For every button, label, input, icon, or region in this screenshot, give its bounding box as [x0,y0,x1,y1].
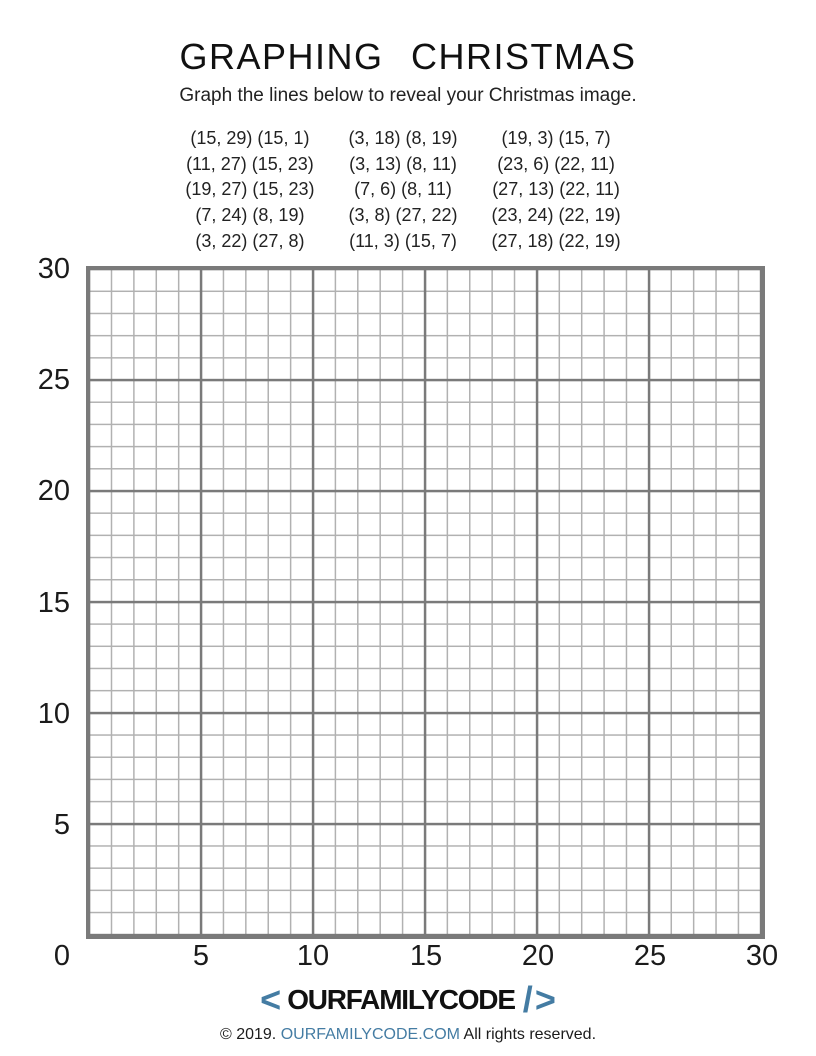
coordinate-grid [86,266,765,939]
x-axis-tick-label: 25 [633,940,667,972]
coordinate-column-1 [185,126,314,255]
open-angle-bracket-icon: < [260,979,282,1020]
website-link[interactable]: OURFAMILYCODE.COM [280,1026,460,1043]
coordinate-line: (15, 29) (15, 1) [190,128,310,148]
origin-tick-label: 0 [53,940,70,972]
slash-icon: / [522,979,533,1020]
coordinate-column-2 [348,126,457,255]
coordinate-line: (3, 13) (8, 11) [349,153,457,174]
coordinate-line: (3, 8) (27, 22) [348,205,458,226]
copyright-year: © 2019. [219,1026,277,1043]
x-axis-tick-label: 30 [745,940,779,972]
coordinate-line: (7, 24) (8, 19) [195,205,305,226]
coordinate-line: (3, 22) (27, 8) [195,230,305,251]
brand-logo [0,980,816,1020]
y-axis-tick-label: 25 [37,364,70,396]
coordinate-list [0,126,811,255]
coordinate-line: (11, 27) (15, 23) [186,153,314,174]
coordinate-line: (19, 27) (15, 23) [185,179,315,200]
x-axis-tick-label: 10 [296,940,330,972]
y-axis-tick-label: 10 [37,698,70,730]
x-axis-tick-label: 5 [192,940,210,972]
coordinate-line: (11, 3) (15, 7) [349,230,457,251]
y-axis-tick-label: 20 [37,475,70,507]
coordinate-line: (19, 3) (15, 7) [501,128,611,148]
y-axis-tick-label: 15 [37,587,70,619]
rights-text: All rights reserved. [463,1026,597,1043]
page-title: GRAPHING CHRISTMAS [179,36,637,77]
coordinate-line: (23, 24) (22, 19) [491,205,621,226]
coordinate-column-3 [492,126,621,255]
coordinate-line: (23, 6) (22, 11) [497,153,615,174]
coordinate-line: (7, 6) (8, 11) [354,179,452,200]
instructions-text: Graph the lines below to reveal your Christmas image. [179,85,637,106]
y-axis-tick-label: 5 [53,809,70,841]
x-axis-tick-label: 20 [521,940,555,972]
y-axis-tick-label: 30 [37,253,70,285]
coordinate-line: (27, 18) (22, 19) [491,230,621,251]
brand-name: OURFAMILYCODE [287,984,515,1015]
coordinate-line: (27, 13) (22, 11) [492,179,620,200]
close-angle-bracket-icon: > [534,979,556,1020]
coordinate-line: (3, 18) (8, 19) [348,128,458,148]
x-axis-tick-label: 15 [409,940,443,972]
copyright-line [0,1026,816,1044]
